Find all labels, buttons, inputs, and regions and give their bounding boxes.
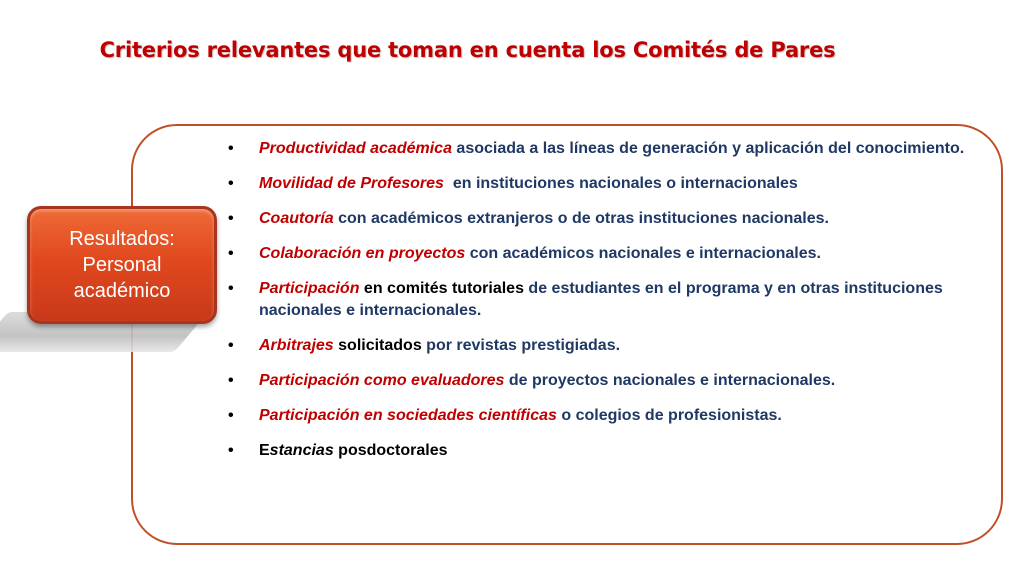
criteria-item	[226, 208, 986, 230]
criteria-emphasis: Arbitrajes	[259, 337, 334, 354]
criteria-text: por revistas prestigiadas.	[421, 337, 621, 354]
criteria-item	[226, 173, 986, 195]
label-line: Resultados:	[69, 228, 175, 250]
criteria-text-black: solicitados	[333, 337, 422, 354]
criteria-item	[226, 335, 986, 357]
criteria-emphasis: Coautoría	[259, 210, 334, 227]
criteria-text: asociada a las líneas de generación y aplicación del conocimiento.	[451, 140, 965, 157]
results-label-text	[69, 226, 175, 304]
criteria-item	[226, 243, 986, 265]
criteria-emphasis: proyectos	[388, 245, 466, 262]
criteria-text-black: E	[259, 442, 270, 459]
criteria-list	[226, 138, 986, 475]
criteria-text: con académicos nacionales e internacionales.	[465, 245, 821, 262]
criteria-emphasis: Participación en sociedades científicas	[259, 407, 557, 424]
criteria-item	[226, 405, 986, 427]
criteria-item	[226, 440, 986, 462]
criteria-text-black: posdoctorales	[333, 442, 448, 459]
label-line: académico	[73, 280, 171, 302]
criteria-emphasis: Participación como evaluadores	[259, 372, 505, 389]
criteria-text: en instituciones nacionales o internacionales	[443, 175, 798, 192]
criteria-emphasis: Participación	[259, 280, 360, 297]
criteria-text: con académicos extranjeros o de otras instituciones nacionales.	[333, 210, 829, 227]
criteria-item	[226, 278, 986, 322]
criteria-emphasis-black: stancias	[269, 442, 334, 459]
slide-title: Criterios relevantes que toman en cuenta los Comités de Pares	[99, 38, 836, 62]
criteria-text: de proyectos nacionales e internacionales.	[504, 372, 836, 389]
criteria-item	[226, 370, 986, 392]
results-label-box	[27, 206, 217, 324]
criteria-text: o colegios de profesionistas.	[556, 407, 782, 424]
criteria-text-black: en comités tutoriales	[359, 280, 524, 297]
criteria-text: de estudiantes en el programa y en otras instituciones nacionales e internacionales.	[259, 280, 943, 319]
criteria-emphasis: Movilidad de Profesores	[259, 175, 444, 192]
label-line: Personal	[82, 254, 162, 276]
criteria-item	[226, 138, 986, 160]
criteria-emphasis: Productividad académica	[259, 140, 452, 157]
criteria-emphasis: Colaboración en	[259, 245, 385, 262]
